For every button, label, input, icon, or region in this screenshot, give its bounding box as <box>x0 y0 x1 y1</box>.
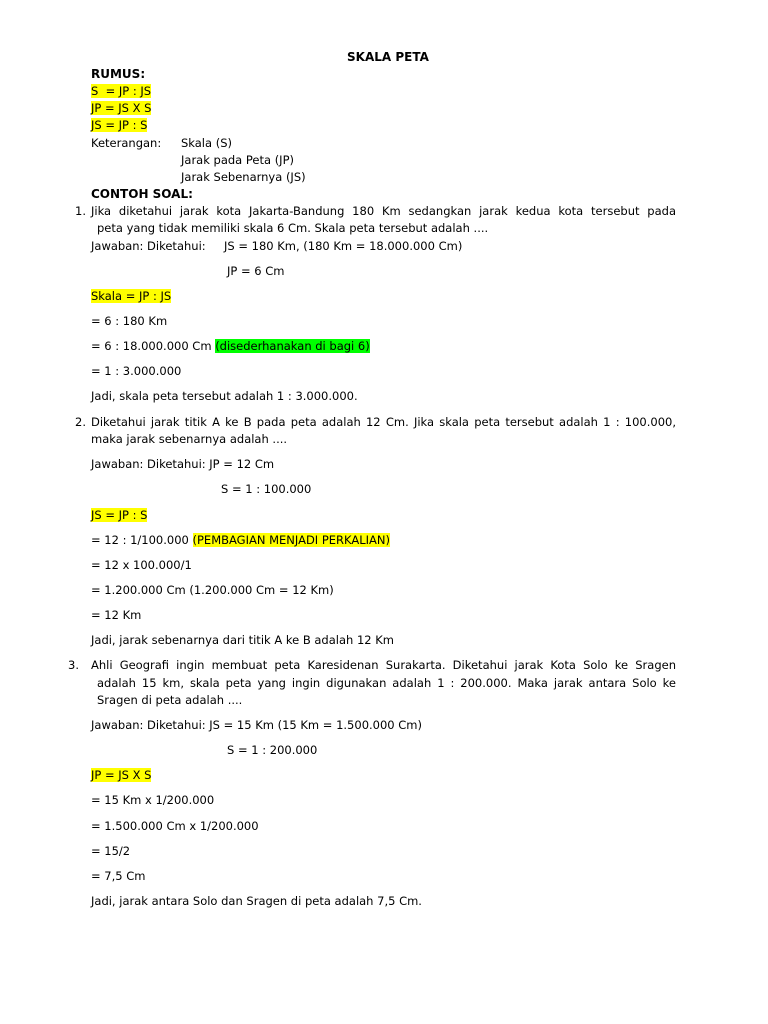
answer-step: = 1.200.000 Cm (1.200.000 Cm = 12 Km) <box>91 583 334 597</box>
question-number: 2. <box>75 415 86 429</box>
answer-step: = 7,5 Cm <box>91 869 146 883</box>
answer-step: = 15/2 <box>91 844 131 858</box>
answer-known: Jawaban: Diketahui: JS = 15 Km (15 Km = 1.500.000 Cm) <box>91 718 422 732</box>
answer-conclusion: Jadi, jarak antara Solo dan Sragen di peta adalah 7,5 Cm. <box>91 894 422 908</box>
answer-known: Jawaban: Diketahui: JP = 12 Cm <box>91 457 275 471</box>
answer-step: = 6 : 18.000.000 Cm (disederhanakan di bagi 6) <box>91 339 370 353</box>
keterangan-item: Jarak pada Peta (JP) <box>181 153 294 167</box>
formula-js: JS = JP : S <box>91 118 148 132</box>
question-number: 1. <box>75 204 86 218</box>
answer-conclusion: Jadi, skala peta tersebut adalah 1 : 3.000.000. <box>91 389 358 403</box>
answer-note: (PEMBAGIAN MENJADI PERKALIAN) <box>192 533 391 547</box>
answer-formula: Skala = JP : JS <box>91 289 172 303</box>
keterangan-item: Jarak Sebenarnya (JS) <box>181 170 306 184</box>
answer-step: = 12 x 100.000/1 <box>91 558 192 572</box>
contoh-heading: CONTOH SOAL: <box>91 187 193 201</box>
formula-jp: JP = JS X S <box>91 101 152 115</box>
question-text: Ahli Geografi ingin membuat peta Karesidenan Surakarta. Diketahui jarak Kota Solo ke Sragen <box>91 658 676 672</box>
answer-formula: JS = JP : S <box>91 508 148 522</box>
answer-known: S = 1 : 100.000 <box>221 482 312 496</box>
answer-known-label: Jawaban: Diketahui: <box>91 239 206 253</box>
answer-known: JS = 180 Km, (180 Km = 18.000.000 Cm) <box>224 239 463 253</box>
answer-formula: JP = JS X S <box>91 768 152 782</box>
keterangan-label: Keterangan: <box>91 136 162 150</box>
answer-known: JP = 6 Cm <box>227 264 285 278</box>
answer-note: (disederhanakan di bagi 6) <box>215 339 370 353</box>
question-text: maka jarak sebenarnya adalah .... <box>91 432 288 446</box>
answer-known: S = 1 : 200.000 <box>227 743 318 757</box>
rumus-heading: RUMUS: <box>91 67 146 81</box>
question-text: peta yang tidak memiliki skala 6 Cm. Skala peta tersebut adalah .... <box>97 221 489 235</box>
question-text: Sragen di peta adalah .... <box>97 693 243 707</box>
formula-scale: S = JP : JS <box>91 84 152 98</box>
answer-step: = 12 : 1/100.000 (PEMBAGIAN MENJADI PERKALIAN) <box>91 533 391 547</box>
answer-step: = 15 Km x 1/200.000 <box>91 793 215 807</box>
answer-step: = 1 : 3.000.000 <box>91 364 182 378</box>
answer-step: = 1.500.000 Cm x 1/200.000 <box>91 819 259 833</box>
question-text: Jika diketahui jarak kota Jakarta-Bandung 180 Km sedangkan jarak kedua kota tersebut pada <box>91 204 676 218</box>
answer-step: = 12 Km <box>91 608 142 622</box>
question-text: adalah 15 km, skala peta yang ingin digunakan adalah 1 : 200.000. Maka jarak antara Solo ke <box>97 676 676 690</box>
answer-conclusion: Jadi, jarak sebenarnya dari titik A ke B adalah 12 Km <box>91 633 394 647</box>
question-number: 3. <box>68 658 79 672</box>
page-title: SKALA PETA <box>347 50 429 64</box>
answer-step: = 6 : 180 Km <box>91 314 168 328</box>
keterangan-item: Skala (S) <box>181 136 232 150</box>
question-text: Diketahui jarak titik A ke B pada peta adalah 12 Cm. Jika skala peta tersebut adalah 1 : 100.000, <box>91 415 676 429</box>
